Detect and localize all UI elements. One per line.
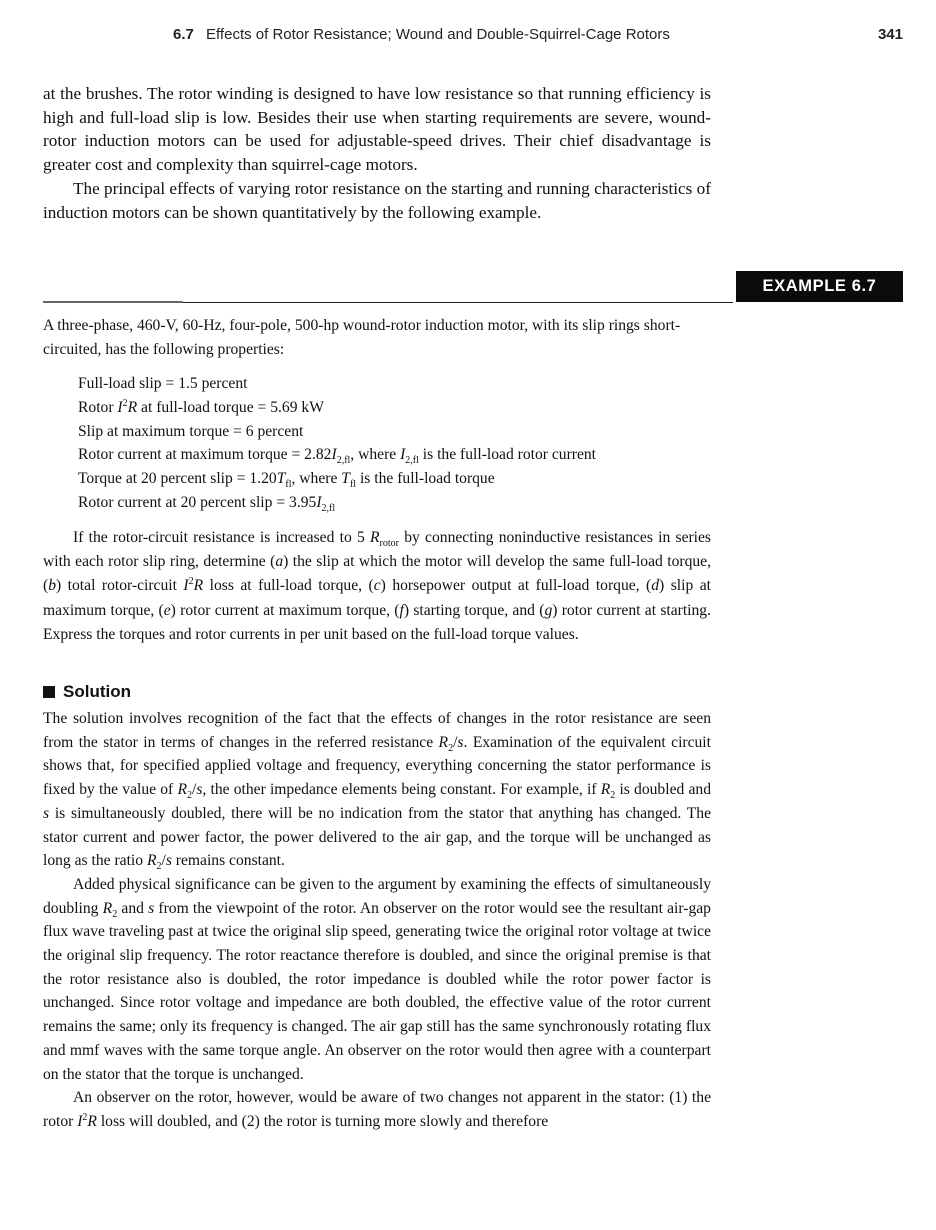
property-rotor-i2r: Rotor $I^2R$ at full-load torque = 5.69 kW [78,397,324,416]
solution-heading-text: Solution [63,682,131,701]
example-question: If the rotor-circuit resistance is increased to 5 $R_{rotor}$ by connecting noninductive resistances in series with each rotor slip ring, determine (a) the slip at which the motor will develop the same full-load torque, (b) total rotor-circuit $I^2R$ loss at full-load torque, (c) horsepower output at full-load torque, (d) slip at maximum torque, (e) rotor current at maximum torque, (f) starting torque, and (g) rotor current at starting. Express the torques and rotor currents in per unit based on the full-load torque values. [43,529,712,643]
intro-paragraph-2: The principal effects of varying rotor resistance on the starting and running characteristics of induction motors can be shown quantitatively by the following example. [43,178,711,222]
square-bullet-icon [43,686,55,698]
intro-paragraph-1: at the brushes. The rotor winding is designed to have low resistance so that running efficiency is high and full-load slip is low. Besides their use when starting requirements are severe, wound-rotor induction motors can be used for adjustable-speed drives. Their chief disadvantage is greater cost and complexity than squirrel-cage motors. [43,84,711,175]
solution-heading [43,682,131,702]
property-rotor-current-20pct-slip: Rotor current at 20 percent slip = $3.95I_{2,fl}$ [78,493,336,515]
example-statement [43,314,711,362]
property-rotor-current-max-torque: Rotor current at maximum torque = $2.82I_{2,fl}$, where $I_{2,fl}$ is the full-load rotor current [78,446,597,467]
intro-text [43,82,711,224]
example-divider-accent [43,301,183,303]
example-badge: EXAMPLE 6.7 [736,271,903,302]
property-full-load-slip: Full-load slip = 1.5 percent [78,375,248,392]
solution-text [43,707,711,1134]
property-torque-20pct-slip: Torque at 20 percent slip = $1.20T_{fl}$, where $T_{fl}$ is the full-load torque [78,470,495,491]
solution-paragraph-2: Added physical significance can be given to the argument by examining the effects of simultaneously doubling $R_2$ and s from the viewpoint of the rotor. An observer on the rotor would see the resultant air-gap flux wave traveling past at twice the original slip speed, generating twice the original rotor voltage at twice the original slip frequency. The rotor reactance therefore is doubled, and since the original premise is that the rotor resistance also is doubled, the rotor impedance is doubled while the rotor power factor is unchanged. Since rotor voltage and impedance are both doubled, the effective value of the rotor current remains the same; only its frequency is changed. The air gap still has the same synchronously rotating flux and mmf waves with the same torque angle. An observer on the rotor would then agree with a counterpart on the stator that the torque is unchanged. [43,875,711,1083]
page-number: 341 [877,26,903,43]
example-statement-text: A three-phase, 460-V, 60-Hz, four-pole, 500-hp wound-rotor induction motor, with its slip rings short-circuited, has the following properties: [43,317,681,358]
section-number: 6.7 [173,26,194,43]
motor-properties-list [78,372,596,515]
solution-paragraph-3: An observer on the rotor, however, would be aware of two changes not apparent in the stator: (1) the rotor $I^2R$ loss will doubled, and (2) the rotor is turning more slowly and therefore [43,1089,711,1130]
property-slip-max-torque: Slip at maximum torque = 6 percent [78,422,304,440]
solution-paragraph-1: The solution involves recognition of the fact that the effects of changes in the rotor resistance are seen from the stator in terms of changes in the referred resistance $R_2/s$. Examination of the equivalent circuit shows that, for specified applied voltage and frequency, everything concerning the stator performance is fixed by the value of $R_2/s$, the other impedance elements being constant. For example, if $R_2$ is doubled and s is simultaneously doubled, there will be no indication from the stator that anything has changed. The stator current and power factor, the power delivered to the air gap, and the torque will be unchanged as long as the ratio $R_2/s$ remains constant. [43,710,711,873]
section-title: Effects of Rotor Resistance; Wound and Double-Squirrel-Cage Rotors [206,26,670,43]
running-head [173,26,903,48]
